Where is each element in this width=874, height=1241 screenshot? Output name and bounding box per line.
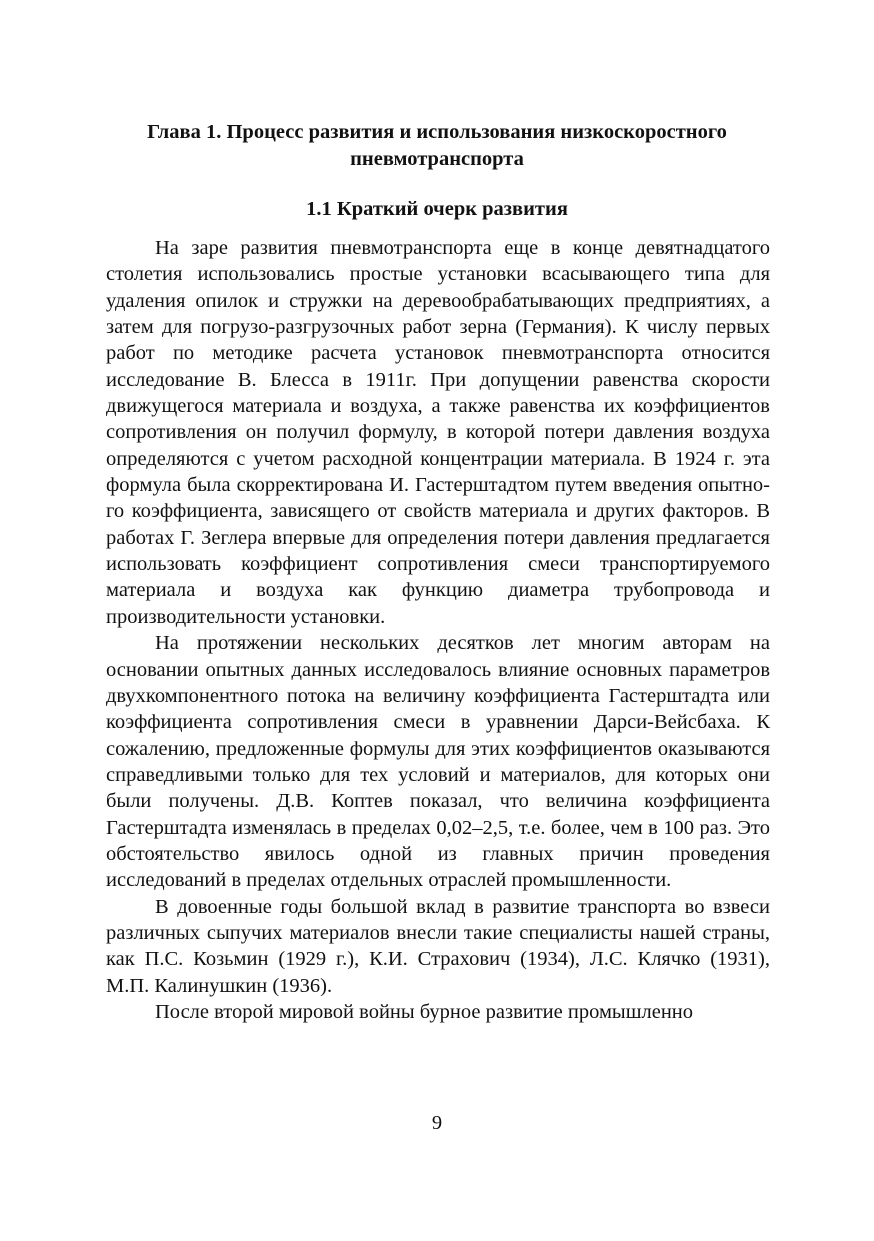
- paragraph-3: В довоенные годы большой вклад в развитие транспорта во взвеси различных сыпучих материалов внесли такие специалисты нашей страны, как П.С. Козьмин (1929 г.), К.И. Страхович (1934), Л.С. Клячко (1931), М.П. Калинушкин (1936).: [106, 895, 770, 997]
- section-title: 1.1 Краткий очерк развития: [306, 198, 568, 220]
- paragraph-2: На протяжении нескольких десятков лет многим авторам на основании опытных данных исследовалось влияние основных параметров двухкомпонентного потока на величину коэффициента Гастерштадта или коэффициента сопротивления смеси в уравнении Дарси-Вейсбаха. К сожалению, предложенные формулы для этих коэффициентов оказываются справедливыми только для тех условий и материалов, для которых они были получены. Д.В. Коптев показал, что величина коэффициента Гастерштадта изменялась в пределах 0,02–2,5, т.е. более, чем в 100 раз. Это обстоятельство явилось одной из главных причин проведения исследований в пределах отдельных отраслей промышленности.: [106, 632, 770, 892]
- paragraph-1: На заре развития пневмотранспорта еще в конце девятнадцатого столетия использовались простые установки всасывающего типа для удаления опилок и стружки на деревообрабатывающих предприятиях, а затем для погрузо-разгрузочных работ зерна (Германия). К числу первых работ по методике расчета установок пневмотранспорта относится исследование В. Блесса в 1911г. При допущении равенства скорости движущегося материала и воздуха, а также равенства их коэффициентов сопротивления он получил формулу, в которой потери давления воздуха определяются с учетом расходной концентрации материала. В 1924 г. эта формула была скорректирована И. Гастерштадтом путем введения опытного коэффициента, зависящего от свойств материала и других факторов. В работах Г. Зеглера впервые для определения потери давления предлагается использовать коэффициент сопротивления смеси транспортируемого материала и воздуха как функцию диаметра трубопровода и производительности установки.: [106, 237, 770, 628]
- page-number: 9: [431, 1112, 443, 1134]
- chapter-title: Глава 1. Процесс развития и использования низкоскоростного пневмотранспорта: [147, 121, 727, 170]
- body-text: [106, 235, 770, 1025]
- paragraph-4: После второй мировой войны бурное развитие промышленно: [155, 1000, 694, 1023]
